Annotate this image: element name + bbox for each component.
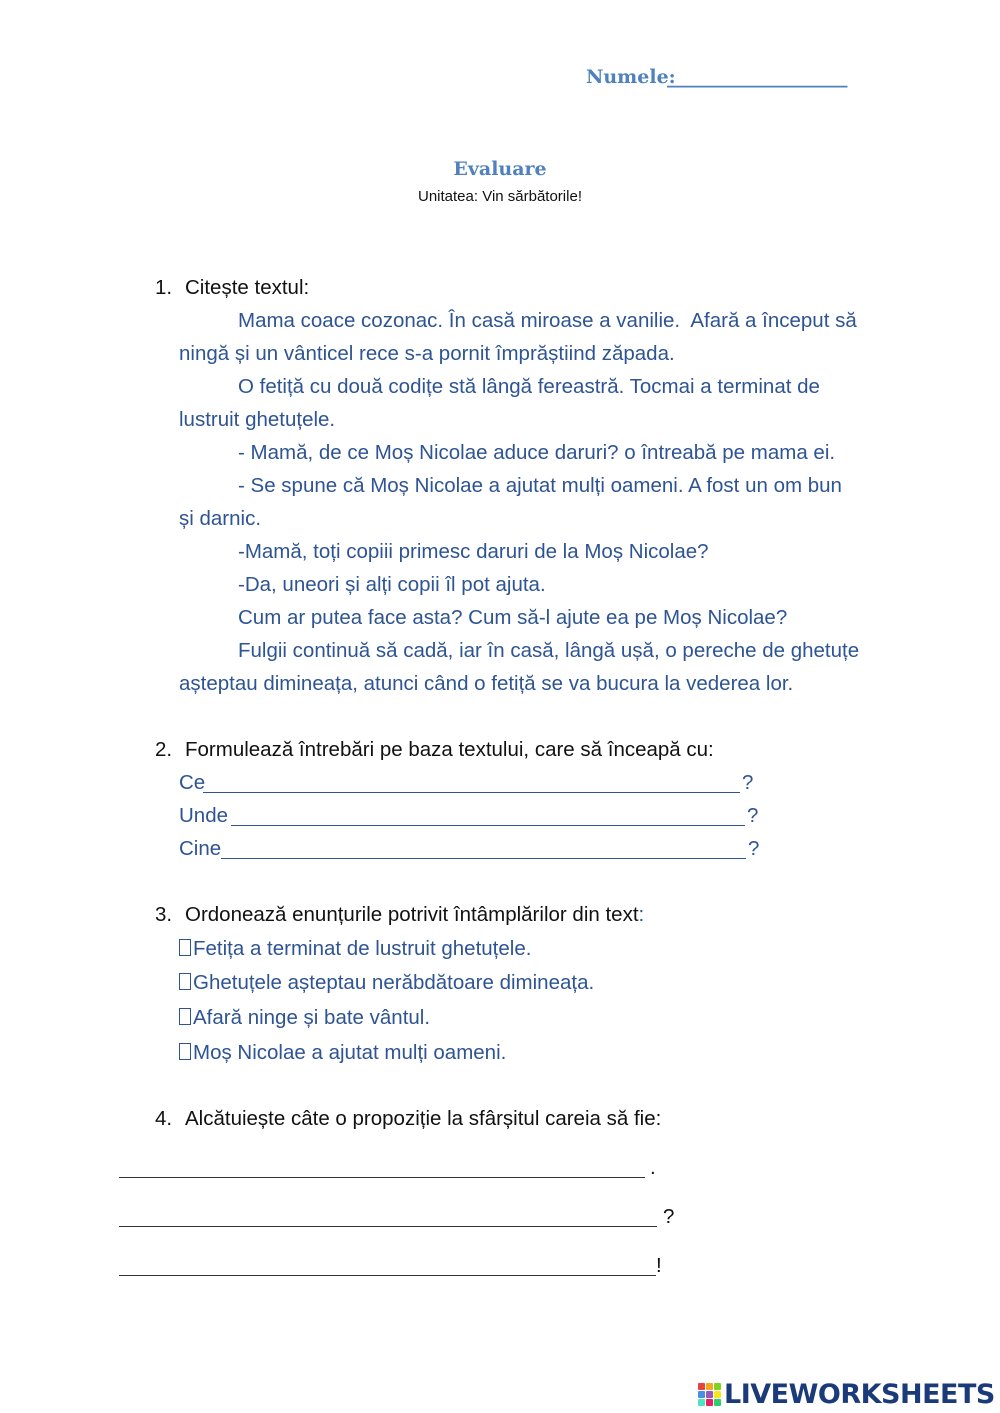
q2-word-ce: Ce	[179, 771, 206, 794]
liveworksheets-logo-icon	[697, 1382, 721, 1406]
list-item	[179, 1006, 430, 1030]
answer-line-ce[interactable]	[203, 792, 740, 793]
list-item-label: Ghetuțele așteptau nerăbdătoare dimineața.	[193, 971, 595, 994]
logo-tile	[706, 1383, 713, 1390]
q1-number: 1.	[155, 276, 173, 299]
sentence-line-question[interactable]	[119, 1226, 657, 1227]
logo-tile	[698, 1383, 705, 1390]
sentence-end-exclamation: !	[656, 1254, 662, 1277]
q1-prompt: Citește textul:	[185, 276, 310, 299]
q2-word-unde: Unde	[179, 804, 229, 827]
q2-word-cine: Cine	[179, 837, 222, 860]
text-line: O fetiță cu două codițe stă lângă fereastră. Tocmai a terminat de	[238, 375, 820, 398]
text-line: -Da, uneori și alți copii îl pot ajuta.	[238, 573, 546, 596]
q3-prompt-colon: :	[638, 903, 645, 926]
q3-prompt-text: Ordonează enunțurile potrivit întâmplărilor din text	[185, 903, 639, 926]
logo-tile	[714, 1383, 721, 1390]
checkbox-icon[interactable]	[179, 1008, 191, 1025]
q4-number: 4.	[155, 1107, 173, 1130]
page-title: Evaluare	[453, 158, 547, 180]
checkbox-icon[interactable]	[179, 1043, 191, 1060]
list-item-label: Afară ninge și bate vântul.	[193, 1006, 431, 1029]
text-line: Cum ar putea face asta? Cum să-l ajute ea pe Moș Nicolae?	[238, 606, 788, 629]
name-label: Numele:	[586, 66, 676, 88]
q2-number: 2.	[155, 738, 173, 761]
logo-tile	[698, 1391, 705, 1398]
text-line: Mama coace cozonac. În casă miroase a vanilie. Afară a început să	[238, 309, 857, 332]
text-line: și darnic.	[179, 507, 262, 530]
logo-tile	[706, 1399, 713, 1406]
text-line: lustruit ghetuțele.	[179, 408, 336, 431]
q2-end-ce: ?	[742, 771, 754, 794]
text-line: așteptau dimineața, atunci când o fetiță se va bucura la vederea lor.	[179, 672, 794, 695]
logo-tile	[714, 1391, 721, 1398]
list-item	[179, 1041, 506, 1065]
liveworksheets-logo	[697, 1379, 995, 1409]
page-subtitle: Unitatea: Vin sărbătorile!	[418, 188, 582, 205]
text-line: - Mamă, de ce Moș Nicolae aduce daruri? o întreabă pe mama ei.	[238, 441, 836, 464]
q2-end-unde: ?	[747, 804, 759, 827]
text-line: ningă și un vânticel rece s-a pornit împrăștiind zăpada.	[179, 342, 675, 365]
q2-end-cine: ?	[748, 837, 760, 860]
logo-tile	[714, 1399, 721, 1406]
list-item	[179, 937, 531, 961]
text-line: -Mamă, toți copiii primesc daruri de la Moș Nicolae?	[238, 540, 709, 563]
text-line: - Se spune că Moș Nicolae a ajutat mulți oameni. A fost un om bun	[238, 474, 842, 497]
q3-prompt	[185, 903, 644, 927]
sentence-end-question: ?	[663, 1205, 675, 1228]
q2-prompt: Formulează întrebări pe baza textului, care să înceapă cu:	[185, 738, 714, 761]
liveworksheets-logo-text: LIVEWORKSHEETS	[724, 1378, 995, 1410]
q3-number: 3.	[155, 903, 173, 926]
list-item-label: Fetița a terminat de lustruit ghetuțele.	[193, 937, 532, 960]
logo-tile	[698, 1399, 705, 1406]
sentence-end-period: .	[650, 1156, 656, 1179]
name-blank[interactable]: ___________________	[667, 66, 848, 88]
checkbox-icon[interactable]	[179, 973, 191, 990]
sentence-line-exclamation[interactable]	[119, 1275, 656, 1276]
logo-tile	[706, 1391, 713, 1398]
answer-line-cine[interactable]	[221, 858, 746, 859]
list-item-label: Moș Nicolae a ajutat mulți oameni.	[193, 1041, 507, 1064]
text-line: Fulgii continuă să cadă, iar în casă, lângă ușă, o pereche de ghetuțe	[238, 639, 860, 662]
answer-line-unde[interactable]	[231, 825, 745, 826]
list-item	[179, 971, 594, 995]
checkbox-icon[interactable]	[179, 939, 191, 956]
q4-prompt: Alcătuiește câte o propoziție la sfârșitul careia să fie:	[185, 1107, 662, 1130]
sentence-line-period[interactable]	[119, 1177, 645, 1178]
